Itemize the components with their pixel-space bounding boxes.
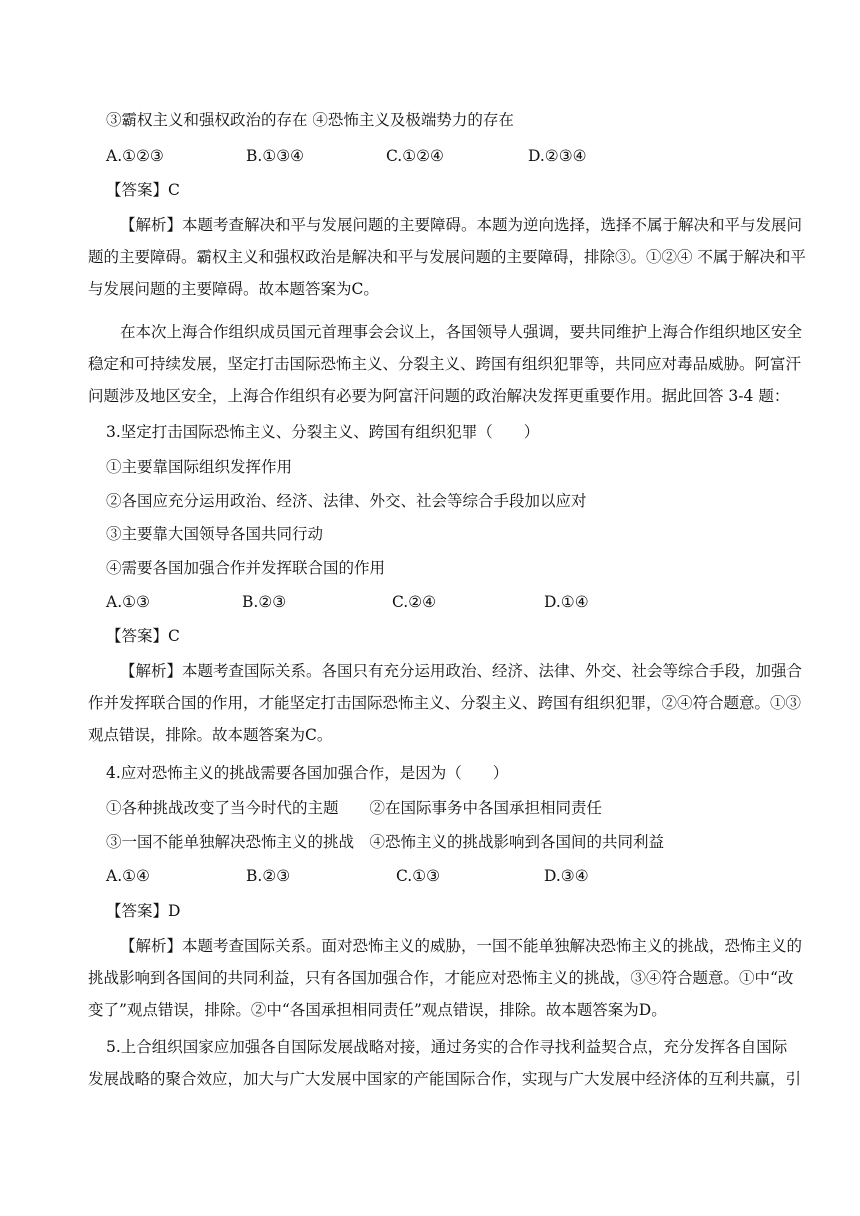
q5-stem-line-2: 发展战略的聚合效应，加大与广大发展中国家的产能国际合作，实现与广大发展中经济体的互利共赢，引: [88, 1070, 802, 1088]
q2-analysis-line-3: 与发展问题的主要障碍。故本题答案为C。: [88, 280, 379, 298]
q4-option-a: A.①④: [106, 867, 150, 885]
q3-stem: 3.坚定打击国际恐怖主义、分裂主义、跨国有组织犯罪（ ）: [106, 423, 540, 441]
q3-option-c: C.②④: [392, 593, 437, 611]
q3-answer: 【答案】C: [106, 627, 180, 645]
q3-statement-2: ②各国应充分运用政治、经济、法律、外交、社会等综合手段加以应对: [106, 492, 587, 510]
q3-analysis-line-3: 观点错误，排除。故本题答案为C。: [88, 726, 333, 744]
q2-option-a: A.①②③: [106, 147, 164, 165]
q2-analysis-line-1: 【解析】本题考查解决和平与发展问题的主要障碍。本题为逆向选择，选择不属于解决和平与发展问: [120, 216, 803, 234]
q5-stem-line-1: 5.上合组织国家应加强各自国际发展战略对接，通过务实的合作寻找利益契合点，充分发挥各自国际: [106, 1038, 788, 1056]
q2-option-d: D.②③④: [528, 147, 587, 165]
q4-stem: 4.应对恐怖主义的挑战需要各国加强合作，是因为（ ）: [106, 764, 509, 782]
material-line-1: 在本次上海合作组织成员国元首理事会会议上，各国领导人强调，要共同维护上海合作组织地区安全: [120, 323, 803, 341]
q4-option-b: B.②③: [246, 867, 291, 885]
q4-analysis-line-2: 挑战影响到各国间的共同利益，只有各国加强合作，才能应对恐怖主义的挑战，③④符合题意。①中“改: [88, 969, 794, 987]
q4-analysis-line-3: 变了”观点错误，排除。②中“各国承担相同责任”观点错误，排除。故本题答案为D。: [88, 1001, 667, 1019]
q2-answer: 【答案】C: [106, 181, 180, 199]
q3-analysis-line-2: 作并发挥联合国的作用，才能坚定打击国际恐怖主义、分裂主义、跨国有组织犯罪，②④符合题意。①③: [88, 694, 802, 712]
q3-option-a: A.①③: [106, 593, 150, 611]
q3-option-b: B.②③: [242, 593, 287, 611]
q3-option-d: D.①④: [544, 593, 589, 611]
q4-analysis-line-1: 【解析】本题考查国际关系。面对恐怖主义的威胁，一国不能单独解决恐怖主义的挑战，恐怖主义的: [120, 937, 803, 955]
material-line-3: 问题涉及地区安全，上海合作组织有必要为阿富汗问题的政治解决发挥更重要作用。据此回答 3-4 题：: [88, 387, 790, 405]
q4-option-d: D.③④: [544, 867, 589, 885]
q4-answer: 【答案】D: [106, 902, 181, 920]
q2-option-c: C.①②④: [386, 147, 444, 165]
q2-analysis-line-2: 题的主要障碍。霸权主义和强权政治是解决和平与发展问题的主要障碍，排除③。①②④ 不属于解决和平: [88, 248, 806, 266]
q3-analysis-line-1: 【解析】本题考查国际关系。各国只有充分运用政治、经济、法律、外交、社会等综合手段，加强合: [120, 662, 803, 680]
q2-statement-line: ③霸权主义和强权政治的存在 ④恐怖主义及极端势力的存在: [106, 111, 514, 129]
material-line-2: 稳定和可持续发展，坚定打击国际恐怖主义、分裂主义、跨国有组织犯罪等，共同应对毒品威胁。阿富汗: [88, 355, 802, 373]
q3-statement-3: ③主要靠大国领导各国共同行动: [106, 525, 324, 543]
q2-option-b: B.①③④: [246, 147, 305, 165]
q4-statements-line-2: ③一国不能单独解决恐怖主义的挑战 ④恐怖主义的挑战影响到各国间的共同利益: [106, 833, 665, 851]
q4-statements-line-1: ①各种挑战改变了当今时代的主题 ②在国际事务中各国承担相同责任: [106, 799, 603, 817]
q4-option-c: C.①③: [396, 867, 441, 885]
q3-statement-4: ④需要各国加强合作并发挥联合国的作用: [106, 559, 386, 577]
q3-statement-1: ①主要靠国际组织发挥作用: [106, 458, 293, 476]
